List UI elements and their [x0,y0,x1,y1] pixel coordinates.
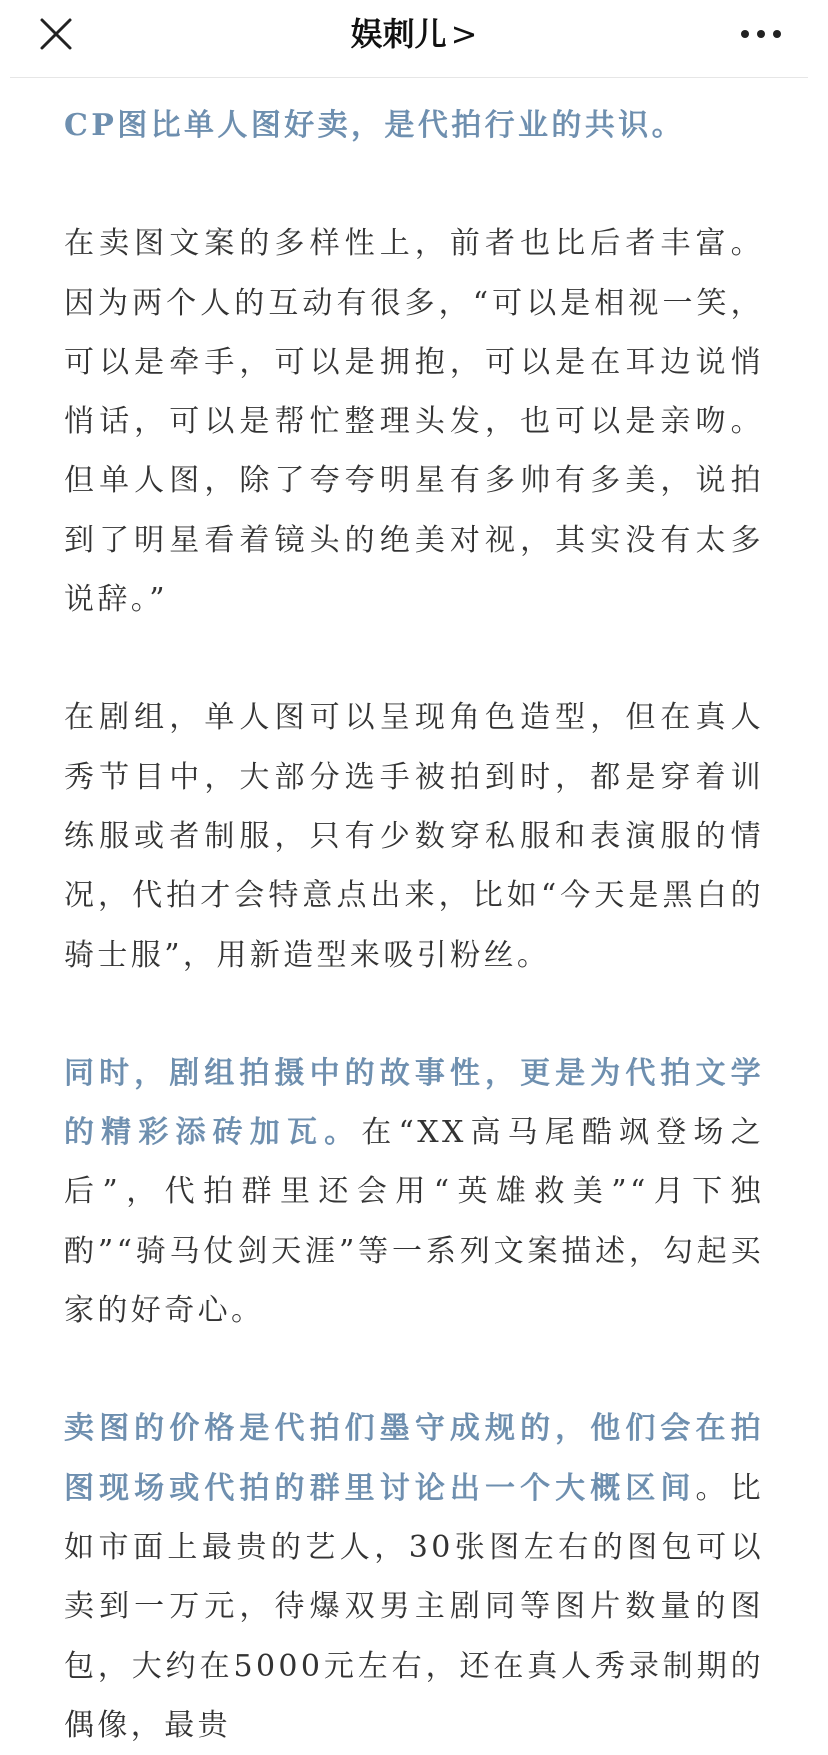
article-body [64,96,764,1755]
paragraph-4 [64,1044,764,1340]
paragraph-gap [64,1340,764,1399]
highlight-text: CP图比单人图好卖，是代拍行业的共识。 [64,108,686,143]
top-nav-bar [0,0,828,78]
highlight-text: 同时，剧组拍摄中的故事性，更是为代拍文学的精彩添砖加瓦。 [64,1055,764,1151]
paragraph-gap [64,985,764,1044]
more-options-button[interactable] [736,20,786,48]
page-title: 娱刺儿 [350,15,447,53]
highlight-text: 卖图的价格是代拍们墨守成规的，他们会在拍图现场或代拍的群里讨论出一个大概区间 [64,1411,764,1506]
nav-divider [10,77,808,78]
more-icon [736,20,786,48]
paragraph-2: 在卖图文案的多样性上，前者也比后者丰富。因为两个人的互动有很多，“可以是相视一笑，可以是牵手，可以是拥抱，可以是在耳边说悄悄话，可以是帮忙整理头发，也可以是亲吻。但单人图，除了夸夸明星有多帅有多美，说拍到了明星看着镜头的绝美对视，其实没有太多说辞。” [64,226,764,618]
body-text: 。比如市面上最贵的艺人，30张图左右的图包可以卖到一万元，待爆双男主剧同等图片数量的图包，大约在5000元左右，还在真人秀录制期的偶像，最贵 [64,1470,764,1743]
paragraph-3: 在剧组，单人图可以呈现角色造型，但在真人秀节目中，大部分选手被拍到时，都是穿着训练服或者制服，只有少数穿私服和表演服的情况，代拍才会特意点出来，比如“今天是黑白的骑士服”，用新造型来吸引粉丝。 [64,700,764,973]
body-text: 在“XX高马尾酷飒登场之后”，代拍群里还会用“英雄救美”“月下独酌”“骑马仗剑天涯”等一系列文案描述，勾起买家的好奇心。 [64,1115,764,1329]
paragraph-gap [64,155,764,214]
account-name-link[interactable] [0,14,828,54]
paragraph-5 [64,1399,764,1755]
paragraph-gap [64,629,764,688]
paragraph-1 [64,96,764,155]
chevron-right-icon: > [450,15,478,53]
